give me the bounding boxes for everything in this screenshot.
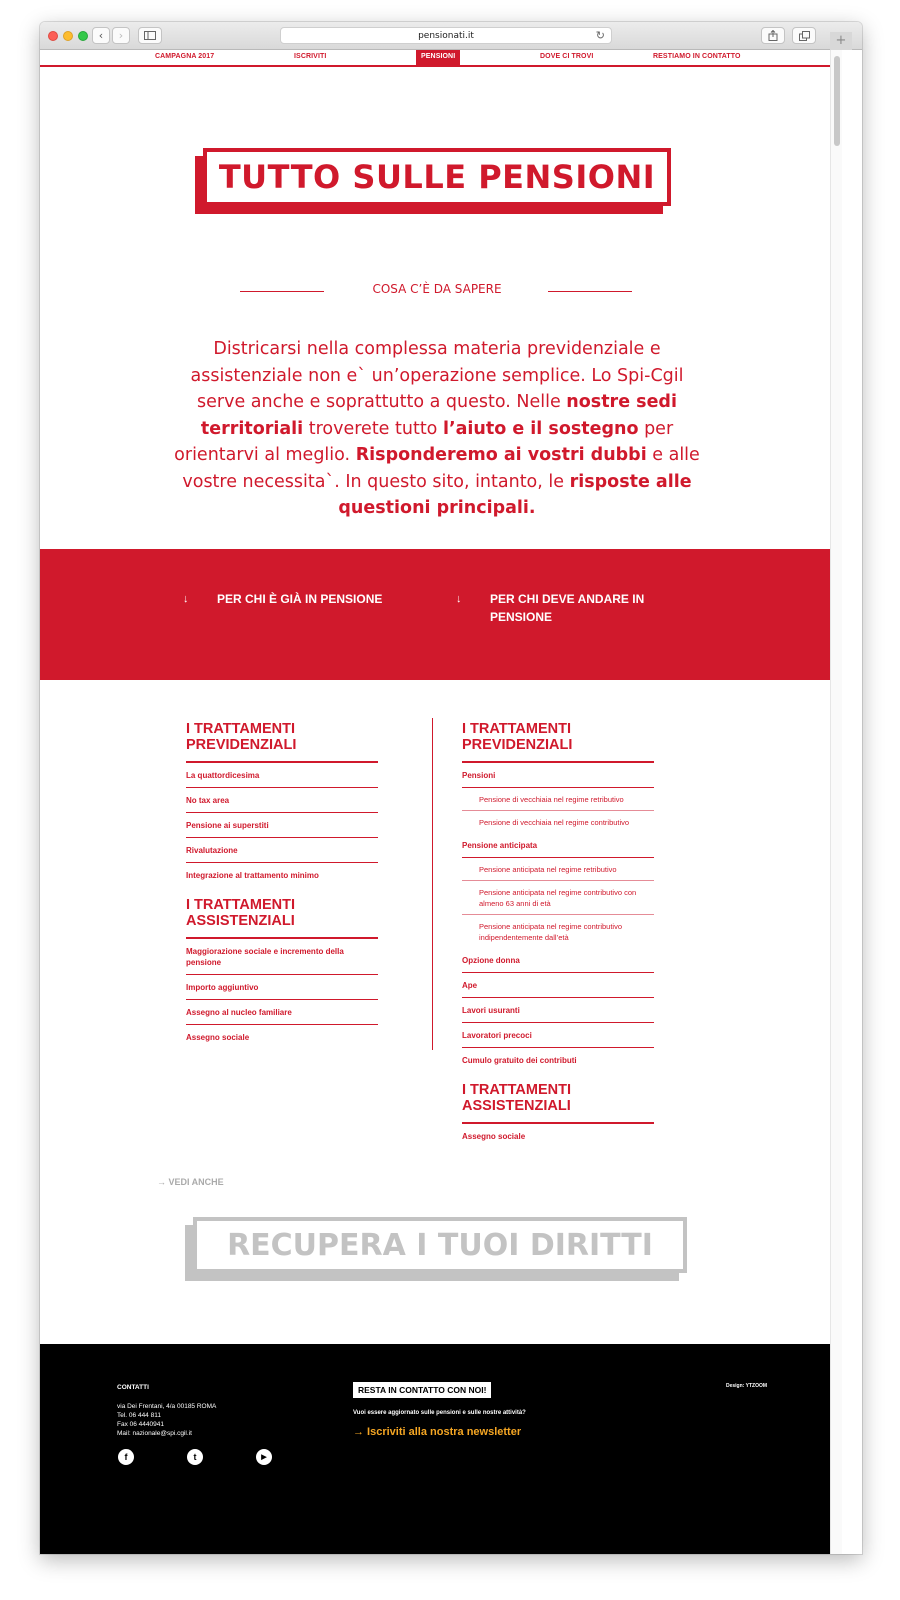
arrow-down-icon: ↓: [456, 593, 462, 605]
list-item[interactable]: Rivalutazione: [186, 838, 378, 863]
reload-icon[interactable]: ↻: [595, 29, 605, 42]
list-item[interactable]: La quattordicesima: [186, 763, 378, 788]
intro-text: troverete tutto: [303, 418, 443, 439]
intro-paragraph: [170, 336, 704, 522]
url-text: pensionati.it: [418, 30, 474, 41]
back-button[interactable]: [92, 27, 110, 44]
list-item[interactable]: Integrazione al trattamento minimo: [186, 871, 319, 880]
section-title-line: ASSISTENZIALI: [186, 913, 295, 929]
link-deve-andare-label-line2: PENSIONE: [490, 610, 553, 624]
list-item[interactable]: Opzione donna: [462, 948, 654, 973]
sidebar-icon: [144, 31, 156, 40]
arrow-down-icon: ↓: [183, 593, 189, 605]
intro-text: e alle vostre necessita`. In questo sito, intanto, le: [182, 445, 700, 492]
sidebar-toggle-button[interactable]: [138, 27, 162, 44]
recupera-diritti-text: RECUPERA I TUOI DIRITTI: [227, 1227, 653, 1263]
sub-list-item[interactable]: Pensione di vecchiaia nel regime retributivo: [462, 788, 654, 811]
link-deve-andare-in-pensione[interactable]: [456, 590, 645, 626]
chevron-right-icon: ›: [118, 29, 124, 42]
page-title-banner: [203, 148, 671, 206]
zoom-window-button[interactable]: [78, 31, 88, 41]
scrollbar-thumb[interactable]: [834, 56, 840, 146]
section-title-assistenziali: [462, 1082, 654, 1124]
share-button[interactable]: [761, 27, 785, 44]
nav-campagna[interactable]: CAMPAGNA 2017: [155, 53, 215, 60]
tel-line: Tel. 06 444 811: [117, 1412, 161, 1419]
design-credit: Design: YTZOOM: [726, 1383, 768, 1389]
list-item[interactable]: Maggiorazione sociale e incremento della pensione: [186, 939, 378, 975]
section-title-line: I TRATTAMENTI: [462, 721, 571, 737]
nav-dove-ci-trovi[interactable]: DOVE CI TROVI: [540, 53, 594, 60]
sub-list-item[interactable]: Pensione anticipata nel regime contributivo indipendentemente dall’età: [479, 922, 623, 942]
list-item[interactable]: Importo aggiuntivo: [186, 975, 378, 1000]
section-title-line: I TRATTAMENTI: [186, 897, 295, 913]
section-title-previdenziali: [462, 721, 654, 763]
link-gia-in-pensione[interactable]: [183, 590, 383, 608]
list-item-pensioni[interactable]: Pensioni: [462, 763, 654, 788]
section-title-line: I TRATTAMENTI: [186, 721, 295, 737]
subheading-text: COSA C’È DA SAPERE: [372, 282, 502, 296]
intro-emphasis: risposte alle questioni principali.: [338, 471, 692, 518]
section-title-line: I TRATTAMENTI: [462, 1082, 571, 1098]
section-title-line: ASSISTENZIALI: [462, 1098, 571, 1114]
list-item[interactable]: Assegno sociale: [462, 1132, 526, 1141]
list-item[interactable]: Assegno al nucleo familiare: [186, 1000, 378, 1025]
link-gia-in-pensione-label: PER CHI È GIÀ IN PENSIONE: [217, 592, 383, 606]
intro-emphasis: Risponderemo ai vostri dubbi: [355, 445, 647, 465]
list-item[interactable]: Ape: [462, 973, 654, 998]
address-line: via Dei Frentani, 4/a 00185 ROMA: [117, 1403, 217, 1410]
left-column: [186, 721, 378, 1049]
intro-emphasis: l’aiuto e il sostegno: [442, 418, 639, 439]
list-item[interactable]: Pensione ai superstiti: [186, 813, 378, 838]
audience-band: [40, 549, 830, 680]
newsletter-title: RESTA IN CONTATTO CON NOI!: [353, 1382, 491, 1398]
section-title-previdenziali: [186, 721, 378, 763]
list-item[interactable]: Cumulo gratuito dei contributi: [462, 1056, 577, 1065]
list-item-anticipata[interactable]: Pensione anticipata: [462, 833, 654, 858]
newsletter-link[interactable]: → Iscriviti alla nostra newsletter: [353, 1426, 522, 1438]
newsletter-text: Vuoi essere aggiornato sulle pensioni e sulle nostre attività?: [353, 1410, 526, 1416]
share-icon: [768, 30, 778, 41]
list-item[interactable]: Lavori usuranti: [462, 998, 654, 1023]
youtube-icon[interactable]: ▶: [256, 1449, 272, 1465]
tabs-overview-button[interactable]: [792, 27, 816, 44]
contacts-label: CONTATTI: [117, 1384, 149, 1391]
subheading-rule-right: [548, 291, 632, 292]
site-footer: [40, 1344, 830, 1554]
twitter-icon[interactable]: t: [187, 1449, 203, 1465]
address-bar[interactable]: [280, 27, 612, 44]
mail-line[interactable]: Mail: nazionale@spi.cgil.it: [117, 1430, 192, 1437]
new-tab-button[interactable]: +: [830, 32, 852, 50]
minimize-window-button[interactable]: [63, 31, 73, 41]
tabs-icon: [799, 31, 810, 41]
browser-toolbar: [40, 22, 862, 50]
section-title-line: PREVIDENZIALI: [462, 737, 573, 753]
contacts-address: [117, 1402, 216, 1438]
intro-text: per orientarvi al meglio.: [174, 418, 674, 465]
sub-list-item[interactable]: Pensione anticipata nel regime contributivo con almeno 63 anni di età: [462, 881, 654, 915]
forward-button[interactable]: [112, 27, 130, 44]
link-deve-andare-label-line1: PER CHI DEVE ANDARE IN: [490, 592, 645, 606]
list-item[interactable]: Assegno sociale: [186, 1033, 250, 1042]
list-item[interactable]: No tax area: [186, 788, 378, 813]
facebook-icon[interactable]: f: [118, 1449, 134, 1465]
section-title-line: PREVIDENZIALI: [186, 737, 297, 753]
right-column: [462, 721, 654, 1148]
scrollbar[interactable]: [830, 50, 842, 1554]
intro-emphasis: nostre sedi territoriali: [200, 392, 677, 439]
page-title: TUTTO SULLE PENSIONI: [218, 158, 656, 196]
fax-line: Fax 06 4440941: [117, 1421, 164, 1428]
nav-pensioni[interactable]: PENSIONI: [416, 50, 460, 66]
recupera-diritti-banner[interactable]: [193, 1217, 687, 1273]
browser-window: [40, 22, 862, 1554]
nav-restiamo-in-contatto[interactable]: RESTIAMO IN CONTATTO: [653, 53, 741, 60]
site-nav: [40, 50, 830, 67]
sub-list-item[interactable]: Pensione anticipata nel regime retributivo: [462, 858, 654, 881]
chevron-left-icon: ‹: [98, 29, 104, 42]
vedi-anche-label: → VEDI ANCHE: [157, 1177, 224, 1187]
column-divider: [432, 718, 433, 1050]
section-title-assistenziali: [186, 897, 378, 939]
list-item[interactable]: Lavoratori precoci: [462, 1023, 654, 1048]
sub-list-item[interactable]: Pensione di vecchiaia nel regime contributivo: [479, 818, 630, 827]
close-window-button[interactable]: [48, 31, 58, 41]
nav-iscriviti[interactable]: ISCRIVITI: [294, 53, 327, 60]
intro-text: Districarsi nella complessa materia previdenziale e assistenziale non e` un’operazione semplice. Lo Spi-Cgil serve anche e soprattutto a questo. Nelle: [190, 339, 684, 412]
section-subheading: [240, 280, 634, 302]
